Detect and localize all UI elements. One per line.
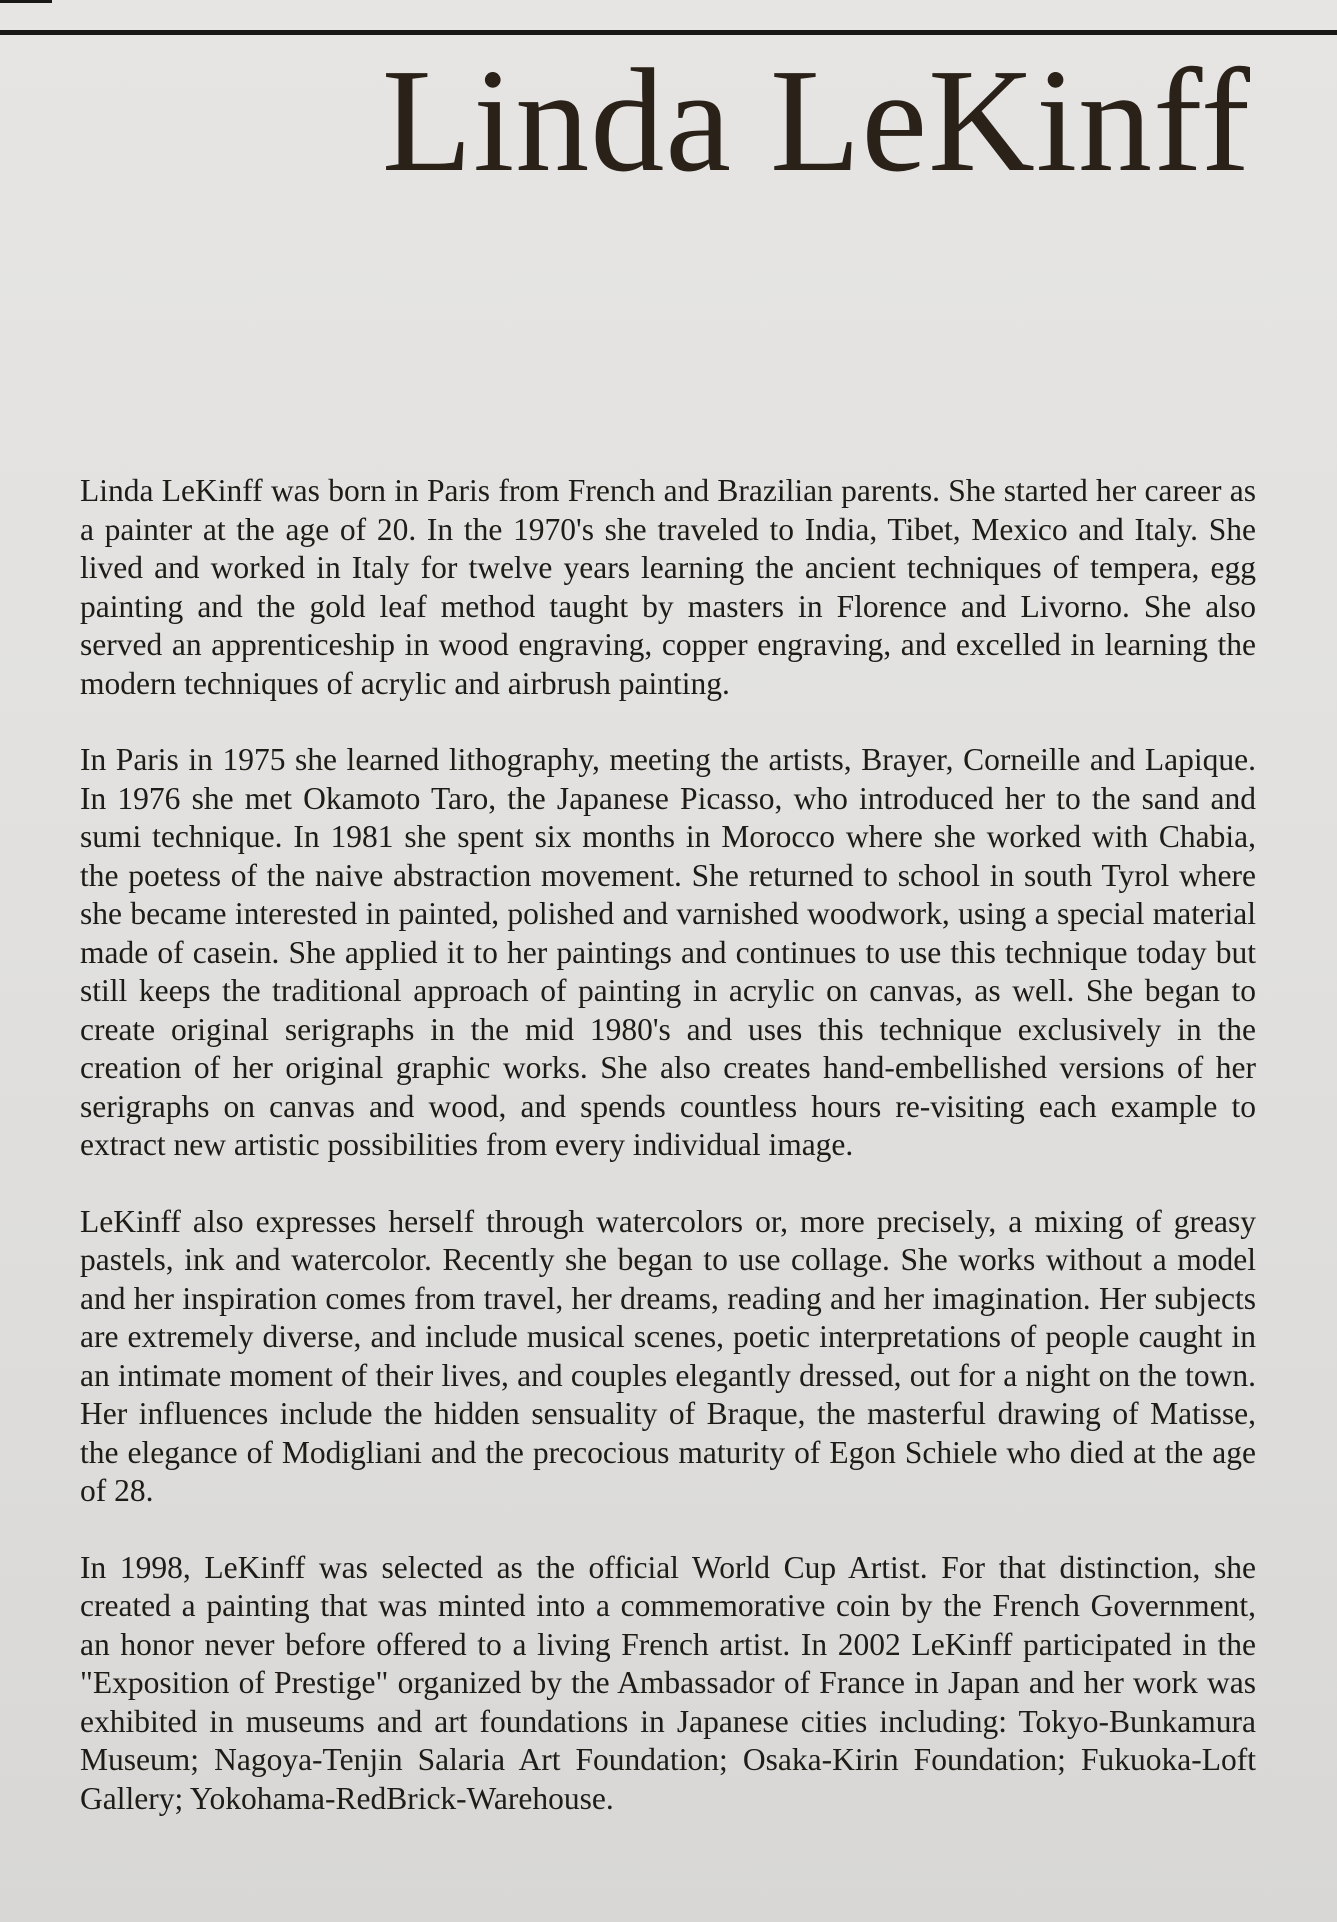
corner-mark xyxy=(0,0,52,3)
biography-text xyxy=(80,472,1256,1856)
bio-paragraph-techniques: In Paris in 1975 she learned lithography, meeting the artists, Brayer, Corneille and Lapique. In 1976 she met Okamoto Taro, the Japanese Picasso, who introduced her to the sand and sumi technique. In 1981 she spent six months in Morocco where she worked with Chabia, the poetess of the naive abstraction movement. She returned to school in south Tyrol where she became interested in painted, polished and varnished woodwork, using a special material made of casein. She applied it to her paintings and continues to use this technique today but still keeps the traditional approach of painting in acrylic on canvas, as well. She began to create original serigraphs in the mid 1980's and uses this technique exclusively in the creation of her original graphic works. She also creates hand-embellished versions of her serigraphs on canvas and wood, and spends countless hours re-visiting each example to extract new artistic possibilities from every individual image. xyxy=(80,742,1256,1162)
bio-paragraph-watercolors: LeKinff also expresses herself through watercolors or, more precisely, a mixing of greasy pastels, ink and watercolor. Recently she began to use collage. She works without a model and her inspiration comes from travel, her dreams, reading and her imagination. Her subjects are extremely diverse, and include musical scenes, poetic interpretations of people caught in an intimate moment of their lives, and couples elegantly dressed, out for a night on the town. Her influences include the hidden sensuality of Braque, the masterful drawing of Matisse, the elegance of Modigliani and the precocious maturity of Egon Schiele who died at the age of 28. xyxy=(80,1203,1256,1508)
page-title: Linda LeKinff xyxy=(381,39,1251,203)
bio-paragraph-world-cup: In 1998, LeKinff was selected as the official World Cup Artist. For that distinction, she created a painting that was minted into a commemorative coin by the French Government, an honor never before offered to a living French artist. In 2002 LeKinff participated in the "Exposition of Prestige" organized by the Ambassador of France in Japan and her work was exhibited in museums and art foundations in Japanese cities including: Tokyo-Bunkamura Museum; Nagoya-Tenjin Salaria Art Foundation; Osaka-Kirin Foundation; Fukuoka-Loft Gallery; Yokohama-RedBrick-Warehouse. xyxy=(80,1549,1256,1816)
top-rule-divider xyxy=(0,30,1337,35)
bio-paragraph-early-career: Linda LeKinff was born in Paris from French and Brazilian parents. She started her career as a painter at the age of 20. In the 1970's she traveled to India, Tibet, Mexico and Italy. She lived and worked in Italy for twelve years learning the ancient techniques of tempera, egg painting and the gold leaf method taught by masters in Florence and Livorno. She also served an apprenticeship in wood engraving, copper engraving, and excelled in learning the modern techniques of acrylic and airbrush painting. xyxy=(80,473,1256,701)
